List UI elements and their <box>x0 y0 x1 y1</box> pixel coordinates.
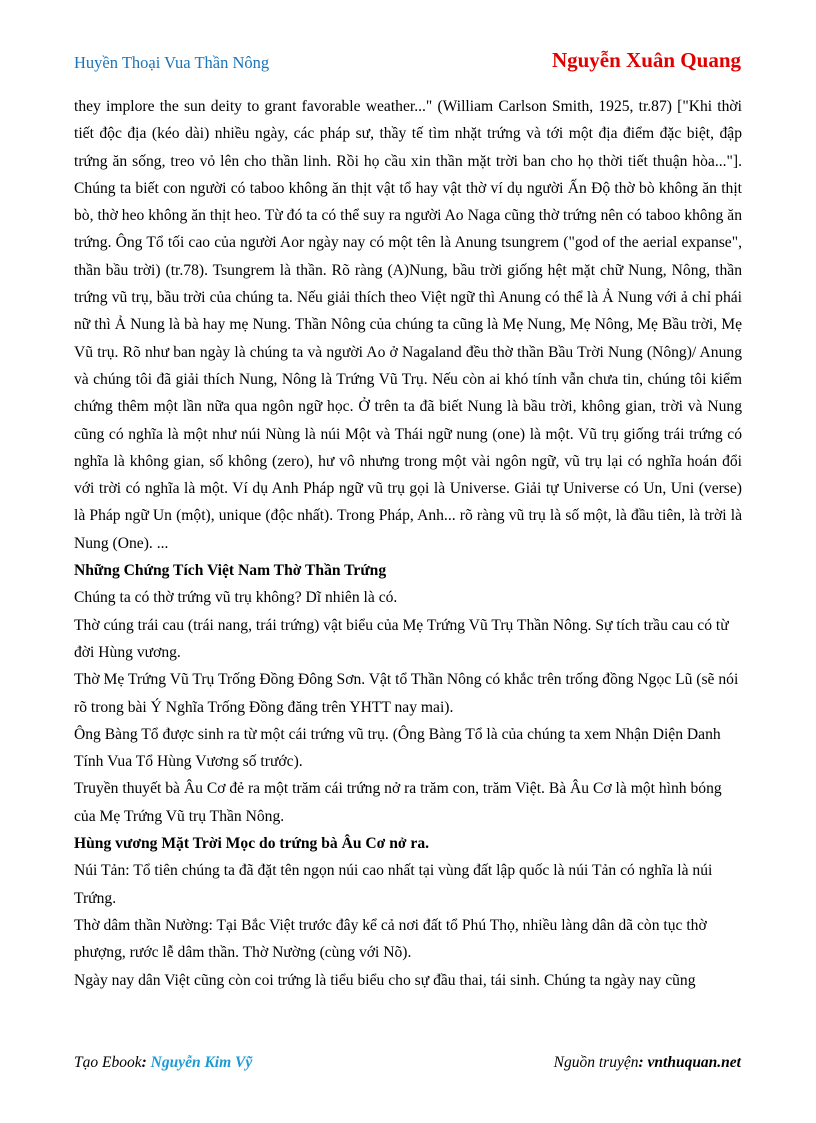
section-heading: Hùng vương Mặt Trời Mọc do trứng bà Âu Cơ nở ra. <box>74 835 430 853</box>
ebook-credit: Tạo Ebook: Nguyễn Kim Vỹ <box>74 1054 253 1071</box>
body-paragraph: they implore the sun deity to grant favorable weather..." (William Carlson Smith, 1925, tr.87) ["Khi thời tiết độc địa (kéo dài) nhiều ngày, các pháp sư, thầy tế tìm nhặt trứng và tới một địa điểm đặc biệt, đập trứng ăn sống, treo vỏ lên cho thần linh. Rồi họ cầu xin thần mặt trời ban cho họ thời tiết thuận hòa..."]. Chúng ta biết con người có taboo không ăn thịt vật tổ hay vật thờ ví dụ người Ấn Độ thờ bò không ăn thịt bò, thờ heo không ăn thịt heo. Từ đó ta có thể suy ra người Ao Naga cũng thờ trứng nên có taboo không ăn trứng. Ông Tổ tối cao của người Aor ngày nay có một tên là Anung tsungrem ("god of the aerial expanse", thần bầu trời) (tr.78). Tsungrem là thần. Rõ ràng (A)Nung, bầu trời giống hệt mặt chữ Nung, Nông, thần trứng vũ trụ, bầu trời của chúng ta. Nếu giải thích theo Việt ngữ thì Anung có thể là Ả Nung với ả chỉ phái nữ thì Ả Nung là bà hay mẹ Nung. Thần Nông của chúng ta cũng là Mẹ Nung, Mẹ Nông, Mẹ Bầu trời, Mẹ Vũ trụ. Rõ như ban ngày là chúng ta và người Ao ở Nagaland đều thờ thần Bầu Trời Nung (Nông)/ Anung và chúng tôi đã giải thích Nung, Nông là Trứng Vũ Trụ. Nếu còn ai khó tính vẫn chưa tin, chúng tôi kiểm chứng thêm một lần nữa qua ngôn ngữ học. Ở trên ta đã biết Nung là bầu trời, không gian, trời và Nung cũng có nghĩa là một như núi Nùng là núi Một và Thái ngữ nung (one) là một. Vũ trụ giống trái trứng có nghĩa là không gian, số không (zero), hư vô nhưng trong một vài ngôn ngữ, vũ trụ lại có nghĩa hoán đổi với trời có nghĩa là một. Ví dụ Anh Pháp ngữ vũ trụ gọi là Universe. Giải tự Universe có Un, Uni (verse) là Pháp ngữ Un (một), unique (độc nhất). Trong Pháp, Anh... rõ ràng vũ trụ là số một, là đầu tiên, là trời là Nung (One). ... <box>74 98 742 552</box>
page-header <box>74 48 741 78</box>
body-paragraph: Ông Bàng Tổ được sinh ra từ một cái trứng vũ trụ. (Ông Bàng Tổ là của chúng ta xem Nhận Diện Danh Tính Vua Tổ Hùng Vương số trước). <box>74 725 721 771</box>
body-paragraph: Thờ dâm thần Nường: Tại Bắc Việt trước đây kể cả nơi đất tổ Phú Thọ, nhiều làng dân dã còn tục thờ phượng, rước lễ dâm thần. Thờ Nường (cùng với Nõ). <box>74 916 707 962</box>
body-paragraph: Chúng ta có thờ trứng vũ trụ không? Dĩ nhiên là có. <box>74 589 398 607</box>
body-paragraph: Ngày nay dân Việt cũng còn coi trứng là tiểu biểu cho sự đầu thai, tái sinh. Chúng ta ngày nay cũng <box>74 971 696 989</box>
ebook-creator: Nguyễn Kim Vỹ <box>150 1054 253 1071</box>
source-label: Nguồn truyện <box>553 1054 639 1071</box>
author-name: Nguyễn Xuân Quang <box>551 48 741 72</box>
body-paragraph: Thờ cúng trái cau (trái nang, trái trứng) vật biểu của Mẹ Trứng Vũ Trụ Thần Nông. Sự tích trầu cau có từ đời Hùng vương. <box>74 616 729 661</box>
book-title: Huyền Thoại Vua Thần Nông <box>74 53 270 72</box>
body-paragraph: Núi Tản: Tổ tiên chúng ta đã đặt tên ngọn núi cao nhất tại vùng đất lập quốc là núi Tản có nghĩa là núi Trứng. <box>74 862 713 907</box>
section-heading: Những Chứng Tích Việt Nam Thờ Thần Trứng <box>74 562 387 580</box>
body-paragraph: Truyền thuyết bà Âu Cơ đẻ ra một trăm cái trứng nở ra trăm con, trăm Việt. Bà Âu Cơ là một hình bóng của Mẹ Trứng Vũ trụ Thần Nông. <box>74 780 722 825</box>
source-credit: Nguồn truyện: vnthuquan.net <box>553 1054 741 1071</box>
ebook-label: Tạo Ebook <box>74 1054 142 1071</box>
body-paragraph: Thờ Mẹ Trứng Vũ Trụ Trống Đồng Đông Sơn. Vật tổ Thần Nông có khắc trên trống đồng Ngọc Lũ (sẽ nói rõ trong bài Ý Nghĩa Trống Đồng đăng trên YHTT nay mai). <box>74 671 739 716</box>
source-site-link[interactable]: vnthuquan.net <box>647 1054 741 1071</box>
document-body <box>74 93 742 994</box>
